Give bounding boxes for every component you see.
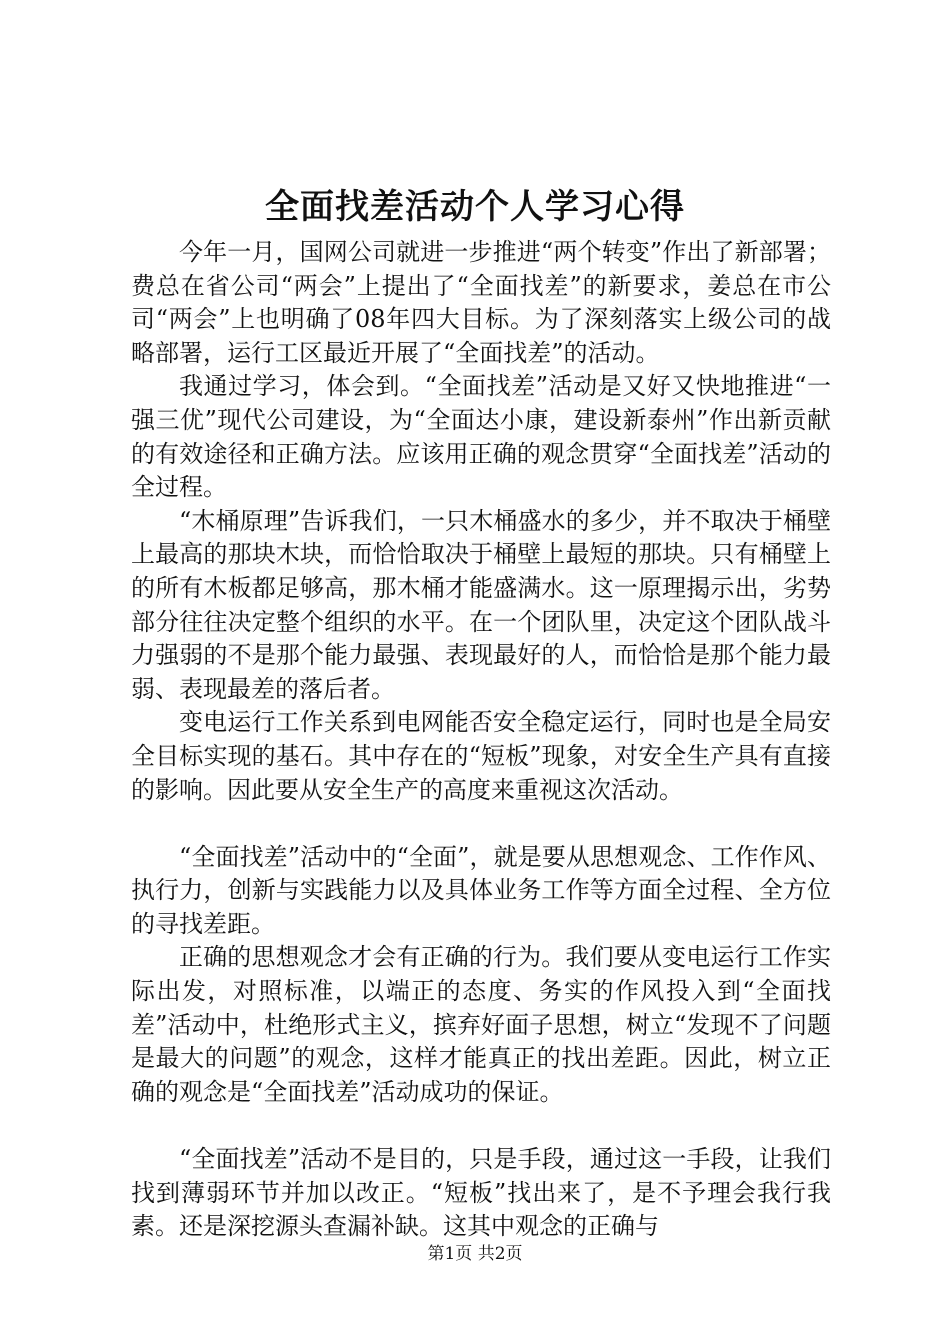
document-body	[131, 236, 831, 1244]
page-number-footer: 第1页 共2页	[427, 1244, 523, 1264]
paragraph-3: “木桶原理”告诉我们，一只木桶盛水的多少，并不取决于桶壁上最高的那块木块，而恰恰取决于桶壁上最短的那块。只有桶壁上的所有木板都足够高，那木桶才能盛满水。这一原理揭示出，劣势部分往往决定整个组织的水平。在一个团队里，决定这个团队战斗力强弱的不是那个能力最强、表现最好的人，而恰恰是那个能力最弱、表现最差的落后者。	[131, 506, 831, 703]
paragraph-6: 正确的思想观念才会有正确的行为。我们要从变电运行工作实际出发，对照标准，以端正的态度、务实的作风投入到“全面找差”活动中，杜绝形式主义，摈弃好面子思想，树立“发现不了问题是最大的问题”的观念，这样才能真正的找出差距。因此，树立正确的观念是“全面找差”活动成功的保证。	[131, 943, 831, 1106]
paragraph-5: “全面找差”活动中的“全面”，就是要从思想观念、工作作风、执行力，创新与实践能力以及具体业务工作等方面全过程、全方位的寻找差距。	[131, 842, 831, 938]
paragraph-1: 今年一月，国网公司就进一步推进“两个转变”作出了新部署；费总在省公司“两会”上提出了“全面找差”的新要求，姜总在市公司“两会”上也明确了08年四大目标。为了深刻落实上级公司的战略部署，运行工区最近开展了“全面找差”的活动。	[131, 238, 831, 367]
paragraph-4: 变电运行工作关系到电网能否安全稳定运行，同时也是全局安全目标实现的基石。其中存在的“短板”现象，对安全生产具有直接的影响。因此要从安全生产的高度来重视这次活动。	[131, 708, 831, 804]
paragraph-2: 我通过学习，体会到。“全面找差”活动是又好又快地推进“一强三优”现代公司建设，为“全面达小康，建设新泰州”作出新贡献的有效途径和正确方法。应该用正确的观念贯穿“全面找差”活动的全过程。	[131, 372, 831, 502]
paragraph-7: “全面找差”活动不是目的，只是手段，通过这一手段，让我们找到薄弱环节并加以改正。“短板”找出来了，是不予理会我行我素。还是深挖源头查漏补缺。这其中观念的正确与	[131, 1145, 831, 1241]
document-title: 全面找差活动个人学习心得	[265, 187, 685, 227]
